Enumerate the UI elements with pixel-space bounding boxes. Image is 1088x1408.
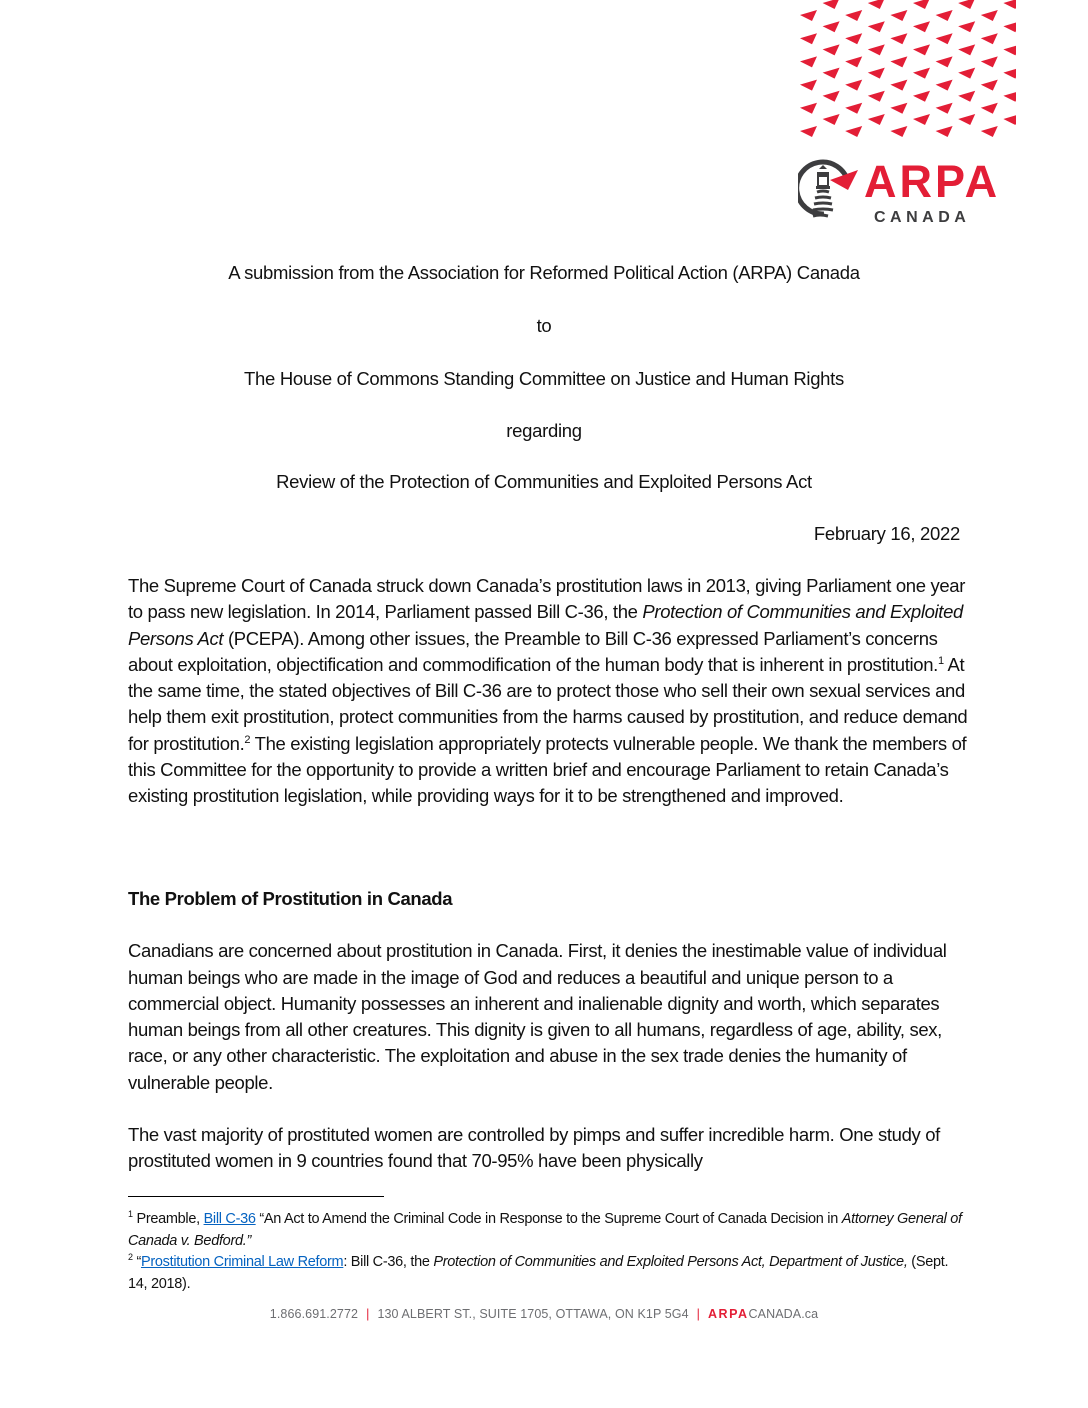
section-problem (128, 886, 968, 1175)
footnotes (128, 1209, 968, 1295)
logo-subtext: CANADA (874, 209, 971, 226)
submission-title: A submission from the Association for Reformed Political Action (ARPA) Canada (228, 262, 860, 283)
committee-name: The House of Commons Standing Committee on Justice and Human Rights (244, 368, 844, 389)
prostitution-law-reform-link[interactable]: Prostitution Criminal Law Reform (140, 1254, 344, 1270)
submission-date: February 16, 2022 (813, 523, 960, 544)
section-paragraph-1: Canadians are concerned about prostitution in Canada. First, it denies the inestimable value of individual human beings who are made in the image of God and reduces a beautiful and unique person to a commercial object. Humanity possesses an inherent and inalienable dignity and worth, which separates human beings from all other creatures. This dignity is given to all humans, regardless of age, ability, sex, race, or any other characteristic. The exploitation and abuse in the sex trade denies the humanity of vulnerable people. (128, 940, 947, 1093)
footer-site-brand: ARPA (708, 1307, 749, 1321)
lighthouse-icon (798, 162, 858, 216)
intro-section (128, 573, 968, 810)
footnote-1: $^1$ Preamble, Bill C-36 “An Act to Amend the Criminal Code in Response to the Supreme Court of Canada Decision in Attorney General of Canada v. Bedford.” (128, 1209, 962, 1249)
section-heading: The Problem of Prostitution in Canada (128, 888, 453, 909)
red-triangle-pattern-icon (796, 0, 1016, 140)
page-footer (0, 1307, 1088, 1321)
footnote-2: $^2$ “Prostitution Criminal Law Reform: Bill C-36, the Protection of Communities and Exploited Persons Act, Department of Justice, (Sept. 14, 2018). (128, 1252, 949, 1292)
intro-paragraph: The Supreme Court of Canada struck down Canada’s prostitution laws in 2013, giving Parliament one year to pass new legislation. In 2014, Parliament passed Bill C-36, the Protection of Communities and Exploited Persons Act (PCEPA). Among other issues, the Preamble to Bill C-36 expressed Parliament’s concerns about exploitation, objectification and commodification of the human body that is inherent in prostitution.$^1$ At the same time, the stated objectives of Bill C-36 are to protect those who sell their own sexual services and help them exit prostitution, protect communities from the harms caused by prostitution, and reduce demand for prostitution.$^2$ The existing legislation appropriately protects vulnerable people. We thank the members of this Committee for the opportunity to provide a written brief and encourage Parliament to retain Canada’s existing prostitution legislation, while providing ways for it to be strengthened and improved. (128, 575, 968, 807)
title-to: to (536, 315, 552, 336)
logo-wordmark: ARPA (864, 156, 1001, 207)
footnote-ref-1[interactable]: 1 (937, 654, 944, 667)
title-regarding: regarding (506, 420, 582, 441)
review-subject: Review of the Protection of Communities and Exploited Persons Act (276, 471, 812, 492)
footnote-ref-2[interactable]: 2 (244, 733, 251, 746)
section-paragraph-2: The vast majority of prostituted women are controlled by pimps and suffer incredible harm. One study of prostituted women in 9 countries found that 70-95% have been physically (128, 1124, 940, 1172)
footnote-divider (128, 1196, 384, 1197)
bill-c36-link[interactable]: Bill C-36 (203, 1211, 256, 1227)
footer-separator: | (696, 1307, 701, 1321)
footer-site-rest: CANADA.ca (748, 1307, 819, 1321)
footer-separator: | (366, 1307, 370, 1321)
footer-phone: 1.866.691.2772 (269, 1307, 359, 1321)
footer-address: 130 ALBERT ST., SUITE 1705, OTTAWA, ON K1P 5G4 (377, 1307, 689, 1321)
